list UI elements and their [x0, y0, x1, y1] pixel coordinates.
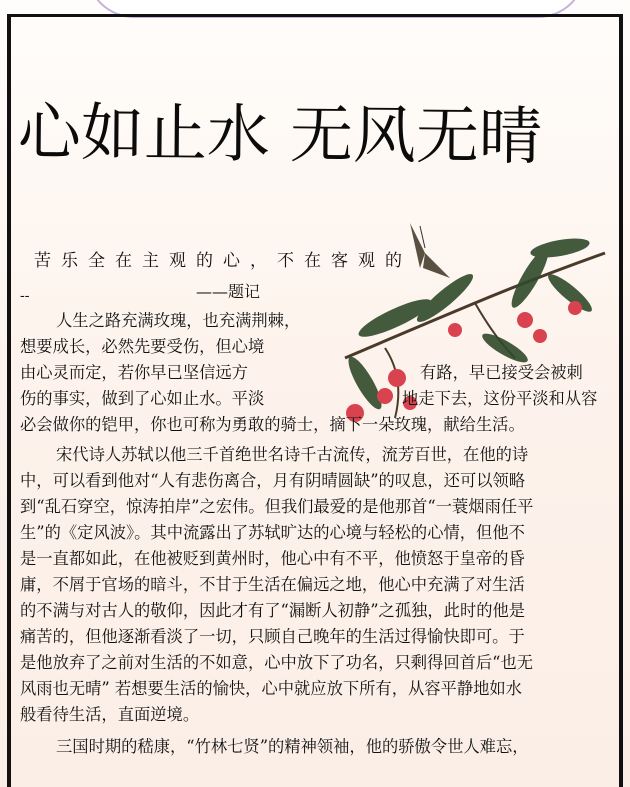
butterfly-icon: [410, 223, 450, 278]
paragraph-line: 人生之路充满玫瑰，也充满荆棘，: [56, 311, 301, 330]
paragraph-line: 是一直都如此，在他被贬到黄州时，他心中有不平，他愤怒于皇帝的昏: [20, 549, 525, 568]
paragraph-line: 地走下去，这份平淡和从容: [402, 389, 598, 408]
frame-border-left: [7, 14, 11, 787]
paragraph-line: 有路，早已接受会被刺: [420, 363, 583, 382]
paragraph-line: 想要成长，必然先要受伤，但心境: [20, 337, 265, 356]
paragraph-line: 庸，不屑于官场的暗斗，不甘于生活在偏远之地，他心中充满了对生活: [20, 575, 525, 594]
paragraph-line: 必会做你的铠甲，你也可称为勇敢的骑士，摘下一朵玫瑰，献给生活。: [20, 415, 525, 434]
paragraph-line: 宋代诗人苏轼以他三千首绝世名诗千古流传，流芳百世，在他的诗: [56, 445, 529, 464]
paragraph-line: 的不满与对古人的敬仰，因此才有了“漏断人初静”之孤独，此时的他是: [20, 601, 526, 620]
essay-title: 心如止水 无风无晴: [17, 95, 543, 174]
paragraph-line: 痛苦的，但他逐渐看淡了一切，只顾自己晚年的生活过得愉快即可。于: [20, 627, 525, 646]
epigraph-source: ——题记: [196, 282, 261, 301]
paragraph-line: 三国时期的嵇康，“竹林七贤”的精神领袖，他的骄傲令世人难忘，: [56, 737, 529, 756]
paragraph-line: 到“乱石穿空，惊涛拍岸”之宏伟。但我们最爱的是他那首“一蓑烟雨任平: [20, 497, 534, 516]
paragraph-line: 伤的事实，做到了心如止水。平淡: [20, 389, 265, 408]
paragraph-line: 风雨也无晴” 若想要生活的愉快，心中就应放下所有，从容平静地如水: [20, 679, 522, 698]
paragraph-line: 生”的《定风波》。其中流露出了苏轼旷达的心境与轻松的心情，但他不: [20, 523, 525, 542]
paragraph-line: 般看待生活，直面逆境。: [20, 705, 200, 724]
frame-border-top: [7, 14, 623, 17]
epigraph-dashes: --: [20, 288, 30, 304]
paragraph-line: 由心灵而定，若你早已坚信远方: [20, 363, 248, 382]
epigraph-quote: 苦乐全在主观的心，不在客观的: [34, 251, 412, 271]
paragraph-line: 是他放弃了之前对生活的不如意，心中放下了功名，只剩得回首后“也无: [20, 653, 534, 672]
paragraph-line: 中，可以看到他对“人有悲伤离合，月有阴晴圆缺”的叹息，还可以领略: [20, 471, 526, 490]
